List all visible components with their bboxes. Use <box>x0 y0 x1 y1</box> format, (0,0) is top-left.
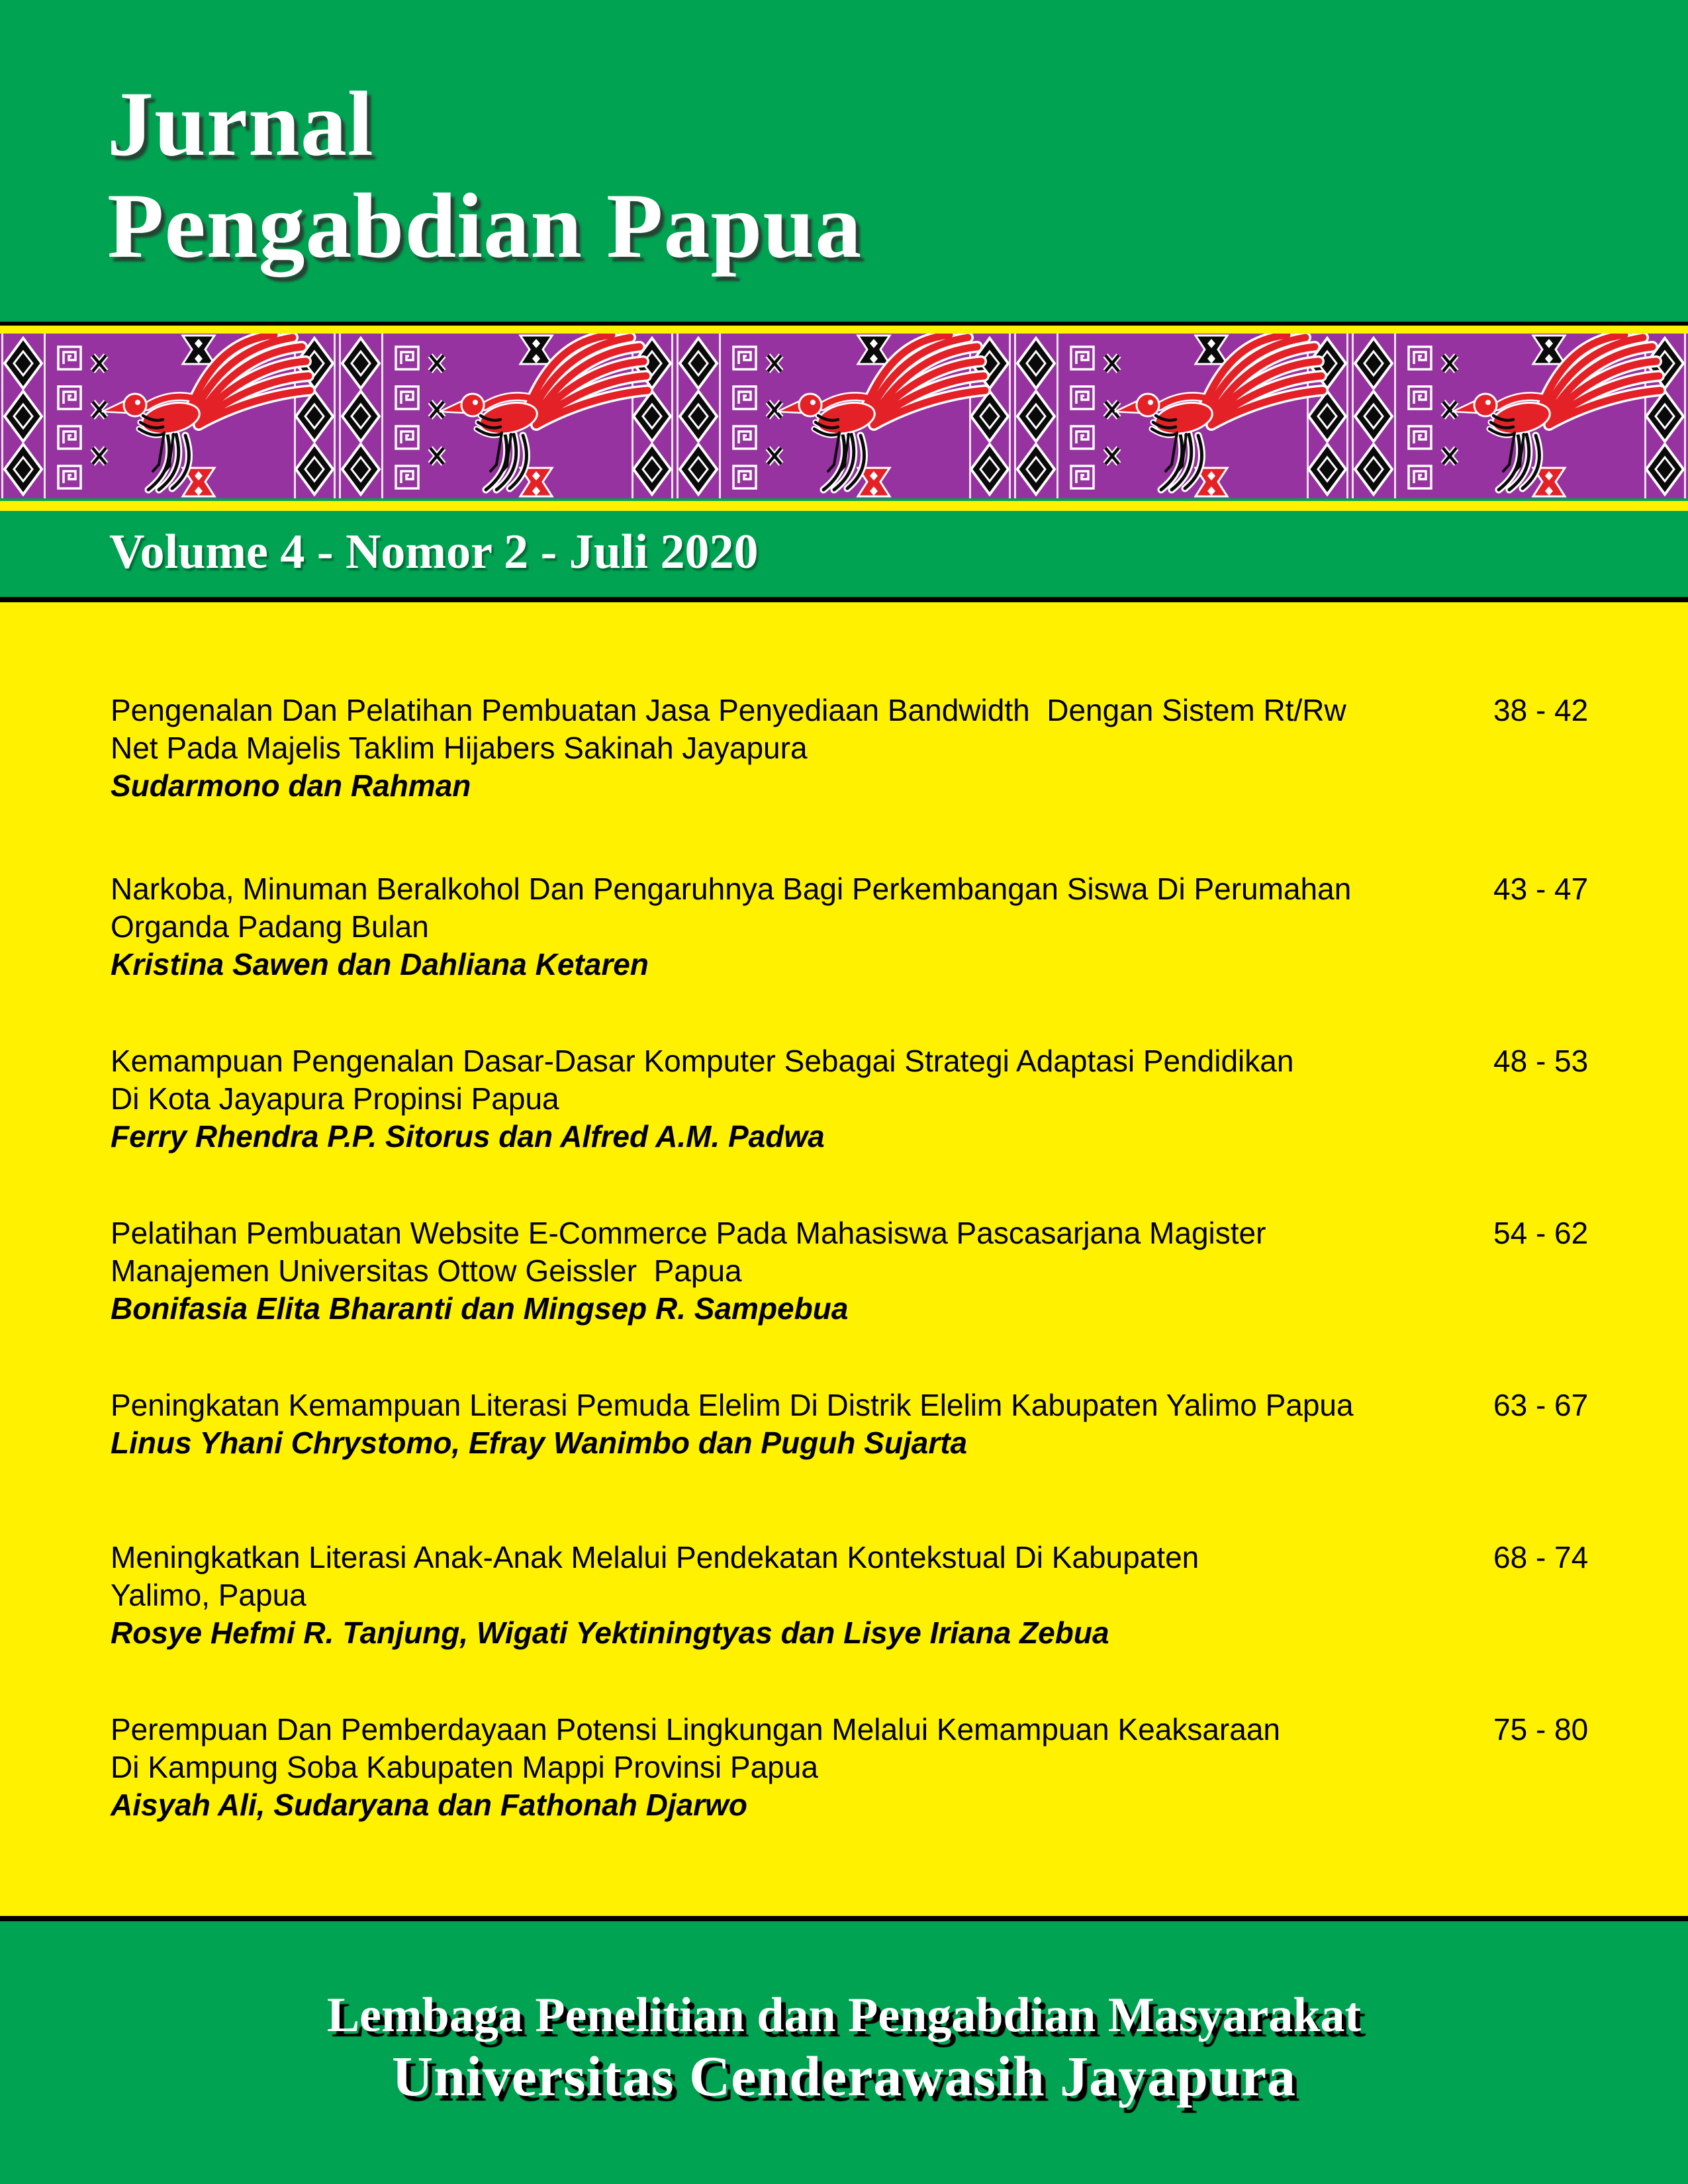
batik-bottom-hairline <box>0 498 1688 501</box>
toc-entry-authors: Bonifasia Elita Bharanti dan Mingsep R. Sampebua <box>111 1291 849 1326</box>
footer-university: Universitas Cenderawasih Jayapura <box>391 2044 1297 2108</box>
toc-entry-authors: Rosye Hefmi R. Tanjung, Wigati Yektiningtyas dan Lisye Iriana Zebua <box>111 1615 1109 1650</box>
toc-entry-title-line: Yalimo, Papua <box>111 1578 306 1612</box>
toc-entry-title-line: Narkoba, Minuman Beralkohol Dan Pengaruhnya Bagi Perkembangan Siswa Di Perumahan <box>111 872 1352 906</box>
toc-entry-authors: Aisyah Ali, Sudaryana dan Fathonah Djarwo <box>111 1788 747 1822</box>
journal-title-line2: Pengabdian Papua <box>107 175 863 277</box>
toc-entry-authors: Linus Yhani Chrystomo, Efray Wanimbo dan Puguh Sujarta <box>111 1426 968 1460</box>
toc-entry-title-line: Peningkatan Kemampuan Literasi Pemuda Elelim Di Distrik Elelim Kabupaten Yalimo Papua <box>111 1388 1354 1422</box>
toc-entry-pages: 68 - 74 <box>1493 1540 1589 1574</box>
toc-entry-title-line: Meningkatkan Literasi Anak-Anak Melalui Pendekatan Kontekstual Di Kabupaten <box>111 1540 1199 1574</box>
toc-entry-pages: 43 - 47 <box>1493 872 1589 906</box>
toc-entry <box>111 1042 1474 1156</box>
toc-entry-title-line: Perempuan Dan Pemberdayaan Potensi Lingkungan Melalui Kemampuan Keaksaraan <box>111 1712 1281 1747</box>
toc-entry-pages: 38 - 42 <box>1493 693 1589 727</box>
journal-title-line1: Jurnal <box>107 73 374 175</box>
toc-entry <box>111 692 1474 805</box>
toc-entry-authors: Ferry Rhendra P.P. Sitorus dan Alfred A.M. Padwa <box>111 1119 825 1154</box>
toc-entry-pages: 48 - 53 <box>1493 1044 1589 1078</box>
toc-entry <box>111 870 1474 983</box>
toc-entry-authors: Sudarmono dan Rahman <box>111 768 471 803</box>
toc-entry-title-line: Net Pada Majelis Taklim Hijabers Sakinah Jayapura <box>111 731 808 765</box>
toc-entry-pages: 54 - 62 <box>1493 1216 1589 1250</box>
toc-entry-title-line: Di Kampung Soba Kabupaten Mappi Provinsi Papua <box>111 1750 818 1784</box>
batik-band <box>0 334 1688 498</box>
batik-pattern-svg <box>0 334 1688 498</box>
toc-entry-pages: 63 - 67 <box>1493 1388 1589 1422</box>
toc-entry <box>111 1214 1474 1328</box>
toc-entry-pages: 75 - 80 <box>1493 1712 1589 1747</box>
toc-entry <box>111 1539 1474 1652</box>
toc-entry-title-line: Pengenalan Dan Pelatihan Pembuatan Jasa Penyediaan Bandwidth Dengan Sistem Rt/Rw <box>111 693 1346 727</box>
toc-entry-title-line: Organda Padang Bulan <box>111 909 429 944</box>
edition-divider-line <box>0 597 1688 602</box>
toc-entry-authors: Kristina Sawen dan Dahliana Ketaren <box>111 947 649 981</box>
toc-entry-title-line: Kemampuan Pengenalan Dasar-Dasar Komputer Sebagai Strategi Adaptasi Pendidikan <box>111 1044 1294 1078</box>
toc-entry <box>111 1387 1474 1462</box>
header-divider-line <box>0 322 1688 326</box>
toc-entry-title-line: Manajemen Universitas Ottow Geissler Papua <box>111 1253 742 1288</box>
toc-entry-title-line: Pelatihan Pembuatan Website E-Commerce Pada Mahasiswa Pascasarjana Magister <box>111 1216 1266 1250</box>
toc-entry-title-line: Di Kota Jayapura Propinsi Papua <box>111 1081 559 1116</box>
footer-divider-line <box>0 1916 1688 1921</box>
toc-entry <box>111 1711 1474 1824</box>
footer-publisher: Lembaga Penelitian dan Pengabdian Masyarakat <box>326 1988 1362 2042</box>
edition-text: Volume 4 - Nomor 2 - Juli 2020 <box>109 525 759 579</box>
header-band <box>0 0 1688 322</box>
